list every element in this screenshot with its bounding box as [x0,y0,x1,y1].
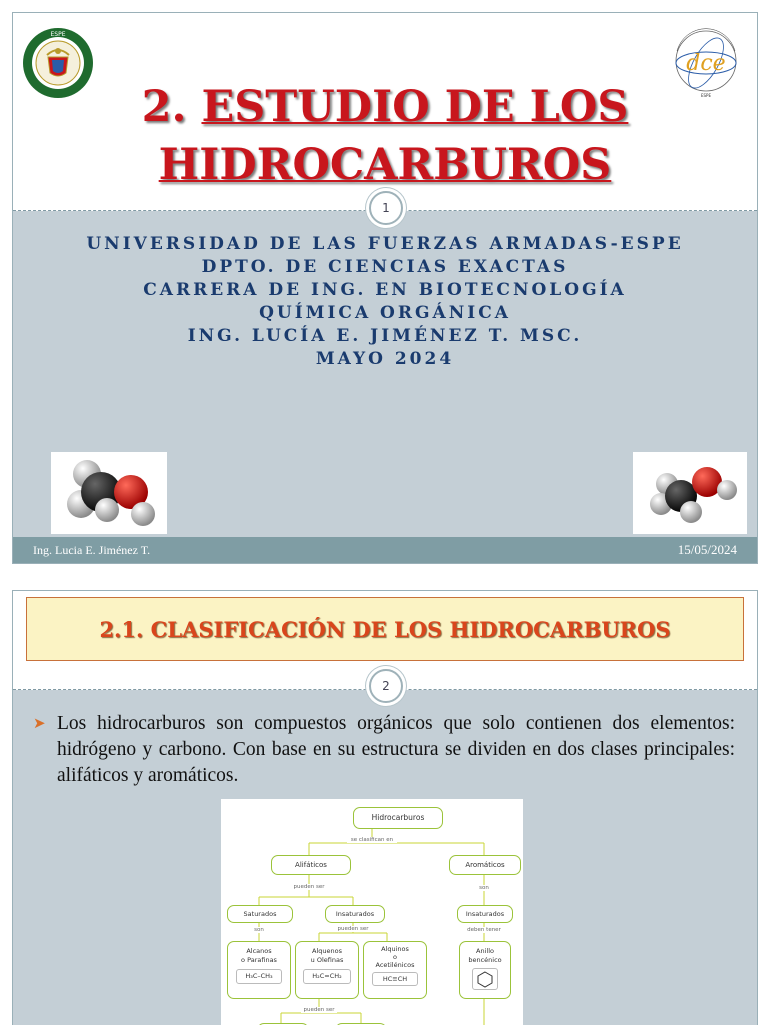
alkynes-name: Alquinos [381,945,409,953]
benzene-name-2: bencénico [468,956,502,964]
slide-1-title-line-2 [13,137,757,193]
alkanes-formula: H₃C–CH₃ [236,969,282,984]
connector-saturated-are: son [249,927,269,933]
connector-must-have: deben tener [464,927,504,933]
connector-can-be: pueden ser [289,884,329,890]
slide-1 [12,12,758,564]
hydrocarbon-concept-map [221,799,523,1025]
node-alkynes [363,941,427,999]
node-unsaturated-label: Insaturados [335,910,375,918]
page-number: 1 [382,201,390,215]
alkynes-alt-name: Acetilénicos [375,961,415,969]
title-line-1: ESTUDIO DE LOS [201,82,629,132]
node-unsaturated [325,905,385,923]
svg-text:dce: dce [686,51,726,76]
node-aromatic-unsaturated [457,905,513,923]
slide-1-footer [13,537,757,563]
alkenes-alt-name: u Olefinas [310,956,344,964]
node-aromatic [449,855,521,875]
benzene-ring-icon [472,968,498,990]
node-hydrocarbons [353,807,443,829]
alkynes-formula: HC≡CH [372,972,418,986]
node-saturated-label: Saturados [243,910,277,918]
subtitle-university: UNIVERSIDAD DE LAS FUERZAS ARMADAS-ESPE [86,234,684,254]
title-line-2: HIDROCARBUROS [158,140,612,190]
benzene-name: Anillo [476,947,494,955]
page-number-2: 2 [382,679,390,693]
connector-bottom-can-be: pueden ser [301,1007,337,1013]
subtitle-subject: QUÍMICA ORGÁNICA [259,303,511,323]
methanol-molecule-image-right [633,452,747,534]
bullet-text: Los hidrocarburos son compuestos orgánicos que solo contienen dos elementos: hidrógeno y carbono. Con base en su estructura se dividen en dos clases principales: alifáticos y aromáticos. [57,713,735,786]
alkenes-name: Alquenos [312,947,342,955]
slide-1-title [13,79,757,135]
connector-unsaturated-can-be: pueden ser [335,926,371,932]
alkenes-formula: H₂C=CH₂ [303,969,351,984]
footer-date: 15/05/2024 [677,542,737,557]
subtitle-date: MAYO 2024 [315,349,455,369]
node-benzene-ring [459,941,511,999]
subtitle-career: CARRERA DE ING. EN BIOTECNOLOGÍA [143,280,627,300]
connector-classified-in: se clasifican en [347,837,397,843]
bullet-arrow-icon: ➤ [33,716,46,732]
node-alkenes [295,941,359,999]
node-aliphatic [271,855,351,875]
svg-text:ESPE: ESPE [700,93,712,98]
connector-are: son [474,885,494,891]
alkanes-name: Alcanos [246,947,272,955]
svg-text:ESPE: ESPE [50,31,66,38]
footer-author: Ing. Lucia E. Jiménez T. [33,543,151,557]
node-alkanes [227,941,291,999]
page-number-badge-2 [369,669,403,703]
section-title: 2.1. CLASIFICACIÓN DE LOS HIDROCARBUROS [99,616,671,642]
node-aliphatic-label: Alifáticos [295,861,327,869]
methanol-molecule-image-left [51,452,167,534]
slide-2 [12,590,758,1025]
node-aromatic-label: Aromáticos [465,861,505,869]
node-aromatic-unsaturated-label: Insaturados [465,910,505,918]
node-hydrocarbons-label: Hidrocarburos [371,813,425,822]
title-number: 2. [141,82,187,132]
subtitle-department: DPTO. DE CIENCIAS EXACTAS [201,257,569,277]
subtitle-block [13,233,757,371]
alkanes-alt-name: o Parafinas [241,956,277,964]
node-saturated [227,905,293,923]
section-banner [26,597,744,661]
subtitle-teacher: ING. LUCÍA E. JIMÉNEZ T. MSC. [187,326,583,346]
alkynes-conjunction: o [393,953,397,961]
page-number-badge [369,191,403,225]
bullet-paragraph [35,711,735,789]
